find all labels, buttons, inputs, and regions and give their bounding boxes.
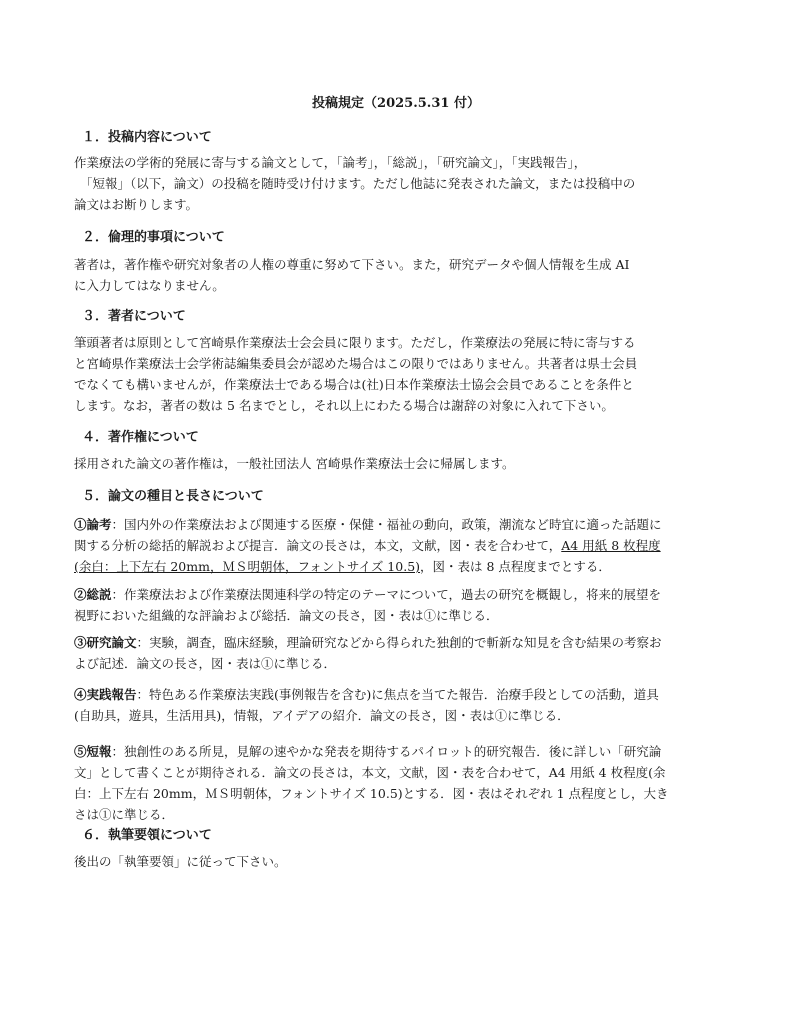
body-line: 視野においた組織的な評論および総括．論文の長さ，図・表は①に準じる． — [74, 608, 499, 623]
section-heading-copyright: ４．著作権について — [82, 430, 199, 445]
body-line: に入力してはなりません。 — [74, 278, 225, 293]
body-text: ：実験，調査，臨床経験，理論研究などから得られた独創的で斬新な知見を含む結果の考察お — [136, 635, 662, 650]
body-text: ：国内外の作業療法および関連する医療・保健・福祉の動向，政策，潮流など時宜に適った話題に — [111, 517, 662, 532]
body-line: さは①に準じる． — [74, 807, 175, 822]
article-type-practice-report — [74, 684, 724, 726]
body-line: よび記述．論文の長さ，図・表は①に準じる． — [74, 656, 337, 671]
section-heading-authors: ３．著者について — [82, 309, 186, 324]
section-body-writing-guidelines — [74, 851, 724, 872]
section-body-authors — [74, 332, 724, 416]
article-type-research — [74, 632, 724, 674]
article-type-short-report — [74, 741, 724, 825]
section-body-copyright — [74, 453, 724, 474]
body-line: 筆頭著者は原則として宮崎県作業療法士会会員に限ります。ただし，作業療法の発展に特に寄与する — [74, 335, 636, 350]
body-text: ：独創性のある所見，見解の速やかな発表を期待するパイロット的研究報告．後に詳しい「研究論 — [111, 744, 662, 759]
article-type-label: ⑤短報 — [74, 744, 112, 759]
article-type-label: ③研究論文 — [74, 635, 137, 650]
body-line: 後出の「執筆要領」に従って下さい。 — [74, 854, 287, 869]
article-type-review — [74, 514, 724, 577]
body-line: 採用された論文の著作権は，一般社団法人 宮崎県作業療法士会に帰属します。 — [74, 456, 515, 471]
body-line: 作業療法の学術的発展に寄与する論文として，「論考」，「総説」，「研究論文」，「実践報告」， — [74, 155, 587, 170]
body-line: と宮崎県作業療法士会学術誌編集委員会が認めた場合はこの限りではありません。共著者は県士会員 — [74, 356, 638, 371]
body-line: 文」として書くことが期待される．論文の長さは，本文，文献，図・表を合わせて，A4 用紙 4 枚程度(余 — [74, 765, 666, 780]
body-line: 著者は，著作権や研究対象者の人権の尊重に努めて下さい。また，研究データや個人情報を生成 AI — [74, 257, 630, 272]
underlined-text: (余白：上下左右 20mm，ＭＳ明朝体，フォントサイズ 10.5) — [74, 559, 421, 574]
page-title: 投稿規定（2025.5.31 付） — [312, 96, 480, 111]
body-line: 「短報」（以下，論文）の投稿を随時受け付けます。ただし他誌に発表された論文，または投稿中の — [80, 176, 636, 191]
body-line: 白：上下左右 20mm，ＭＳ明朝体，フォントサイズ 10.5)とする．図・表はそれぞれ 1 点程度とし，大き — [74, 786, 669, 801]
section-heading-article-types: ５．論文の種目と長さについて — [82, 489, 264, 504]
article-type-label: ④実践報告 — [74, 687, 137, 702]
section-body-submission-content — [74, 152, 724, 215]
body-text: 関する分析の総括的解説および提言．論文の長さは，本文，文献，図・表を合わせて， — [74, 538, 562, 553]
section-heading-writing-guidelines: ６．執筆要領について — [82, 828, 212, 843]
section-body-ethics — [74, 254, 724, 296]
article-type-label: ①論考 — [74, 517, 112, 532]
body-text: ：作業療法および作業療法関連科学の特定のテーマについて，過去の研究を概観し，将来的展望を — [111, 587, 662, 602]
body-line: でなくても構いませんが，作業療法士である場合は(社)日本作業療法士協会会員であることを条件と — [74, 377, 634, 392]
body-text: ，図・表は 8 点程度までとする． — [420, 559, 611, 574]
section-heading-submission-content: １．投稿内容について — [82, 130, 212, 145]
body-line: (自助具，遊具，生活用具)，情報，アイデアの紹介．論文の長さ，図・表は①に準じる． — [74, 708, 570, 723]
body-line: 論文はお断りします。 — [74, 197, 199, 212]
section-heading-ethics: ２．倫理的事項について — [82, 230, 225, 245]
article-type-label: ②総説 — [74, 587, 112, 602]
body-text: ：特色ある作業療法実践(事例報告を含む)に焦点を当てた報告．治療手段としての活動，道具 — [136, 687, 659, 702]
article-type-overview — [74, 584, 724, 626]
underlined-text: A4 用紙 8 枚程度 — [561, 538, 661, 553]
body-line: します。なお，著者の数は 5 名までとし，それ以上にわたる場合は謝辞の対象に入れて下さい。 — [74, 398, 614, 413]
